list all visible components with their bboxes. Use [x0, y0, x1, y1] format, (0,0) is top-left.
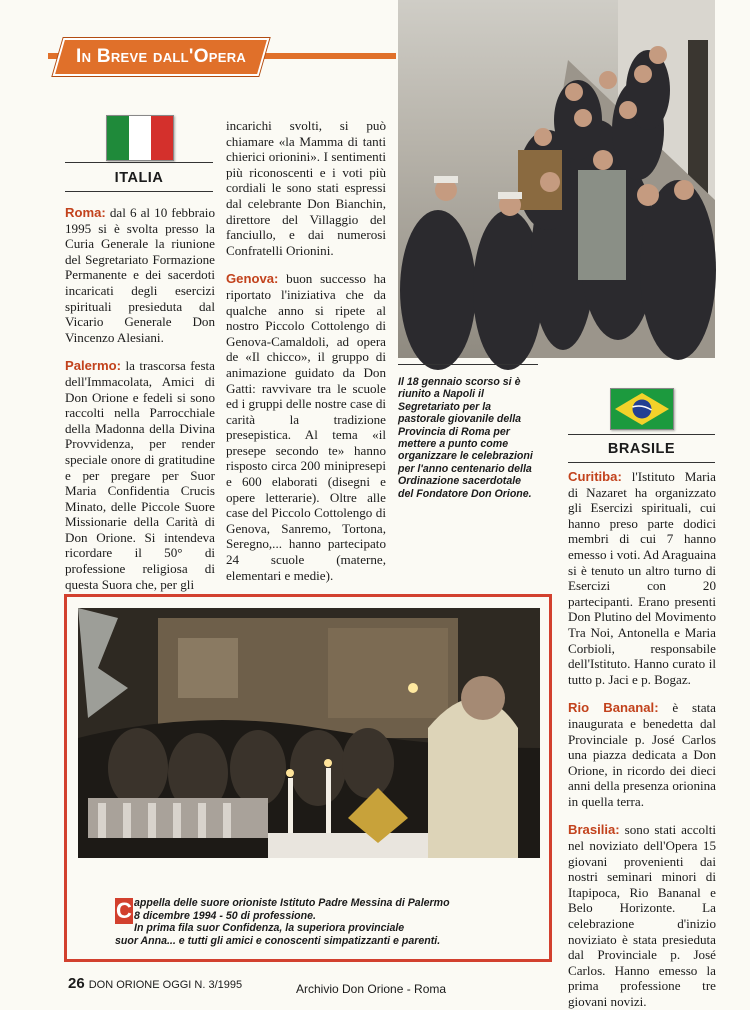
text-curitiba: l'Istituto Maria di Nazaret ha organizzato gli Esercizi spirituali, cui hanno preso parte dodici membri di cui 7 hanno emesso i voti. Ad Araguaina si è tenuto un altro turno di Esercizi con 20 partecipanti. Erano presenti Don Plutino del Movimento Tra Noi, Antonella e Maria Corbioli, responsabile dell'Istituto. Hanno curato il tutto p. Jaci e p. Bogaz. [568, 469, 717, 687]
caption-line-1: appella delle suore orioniste Istituto Padre Messina di Palermo [134, 897, 450, 909]
publication-name: DON ORIONE OGGI N. 3/1995 [88, 979, 243, 991]
news-palermo [65, 358, 215, 592]
archive-credit: Archivio Don Orione - Roma [296, 982, 447, 996]
section-banner [48, 38, 396, 74]
section-title: In Breve dall'Opera [76, 46, 247, 67]
lead-rio-bananal: Rio Bananal: [568, 700, 659, 716]
lead-roma: Roma: [65, 205, 106, 220]
brazil-flag-icon [610, 388, 674, 430]
column-1 [65, 205, 215, 592]
chapel-photo [78, 608, 540, 858]
text-roma: dal 6 al 10 febbraio 1995 si è svolta presso la Curia Generale la riunione del Segretariato Formazione Permanente e dei sacerdoti incaricati degli esercizi spirituali presieduta dal Vicario Generale Don Vincenzo Alesiani. [65, 205, 215, 345]
news-curitiba [568, 469, 716, 687]
page-number: 26 [68, 975, 85, 992]
text-genova: buon successo ha riportato l'iniziativa che da qualche anno si ripete al nostro Piccolo Cottolengo di Genova-Camaldoli, ad opera de «Il chicco», il gruppo di animazione guidato da Don Gatti: ravvivare tra le scuole ed i gruppi delle nostre case di carità la tradizione presepistica. Al tema «il presepe secondo te» hanno risposto circa 200 minipresepi e 600 elaborati (disegni e opere letterarie). Oltre alle case del Piccolo Cottolengo di Genova, Sanremo, Tortona, Seregno,... hanno partecipato 24 scuole (materne, elementari e medie). [226, 271, 386, 583]
page-footer [68, 975, 242, 992]
group-photo-illustration [398, 0, 715, 358]
caption-line-2: 8 dicembre 1994 - 50 di professione. [134, 909, 316, 922]
lead-genova: Genova: [226, 271, 279, 287]
group-photo-caption: Il 18 gennaio scorso si è riunito a Napoli il Segretariato per la pastorale giovanile della Provincia di Roma per mettere a punto come organizzare le celebrazioni per l'anno centenario della Ordinazione sacerdotale del Fondatore Don Orione. [398, 376, 533, 500]
divider [65, 191, 213, 192]
news-rio-bananal [568, 700, 716, 809]
lead-curitiba: Curitiba: [568, 469, 622, 484]
lead-palermo: Palermo: [65, 358, 122, 374]
lead-brasilia: Brasilia: [568, 822, 620, 838]
group-photo [398, 0, 715, 358]
country-italia: ITALIA [114, 170, 164, 186]
caption-line-3: In prima fila suor Confidenza, la superiora provinciale [134, 922, 405, 935]
column-2 [226, 118, 386, 588]
text-rio-bananal: è stata inaugurata e benedetta dal Provinciale p. José Carlos una piazza dedicata a Don Orione, in ricordo dei dieci anni della presenza orionina in quella terra. [568, 700, 716, 809]
news-palermo-cont [226, 118, 386, 258]
divider [65, 162, 213, 163]
news-roma [65, 205, 215, 345]
italy-flag-icon [106, 115, 174, 161]
divider [568, 462, 715, 463]
chapel-photo-caption [115, 897, 534, 947]
text-palermo-part1: la trascorsa festa dell'Immacolata, Amici di Don Orione e fedeli si sono raccolti nella Parrocchiale della Madonna della Divina Provvidenza, per render speciale onore di gratitudine e per pregare per Suor Maria Confidentia Crucis Minato, delle Piccole Suore Missionarie della Carità di Don Orione. Si intendeva ricordare il 50° di professione religiosa di questa Suora che, per gli [65, 358, 215, 592]
brazil-flag-svg [611, 389, 673, 429]
column-brazil [568, 469, 717, 1009]
news-brasilia [568, 822, 716, 1009]
caption-line-4: suor Anna... e tutti gli amici e conoscenti simpatizzanti e parenti. [115, 934, 441, 947]
chapel-photo-illustration [78, 608, 540, 858]
caption-drop-cap: C [116, 898, 132, 923]
text-brasilia: sono stati accolti nel noviziato dell'Opera 15 giovani provenienti dai nostri seminari minori di Itapipoca, Rio Bananal e Belo Horizonte. La celebrazione d'inizio noviziato è stata presieduta dal Provinciale p. José Carlos. Hanno emesso la prima professione tre giovani novizi. [568, 822, 717, 1009]
country-brasile: BRASILE [607, 441, 676, 457]
banner-box [53, 38, 270, 76]
news-genova [226, 271, 386, 583]
text-palermo-part2: incarichi svolti, si può chiamare «la Mamma di tanti chierici orionini». I sentimenti più riconoscenti e i voti più cordiali le sono stati espressi dal celebrante Don Bianchin, direttore del Villaggio del fanciullo, e dai numerosi Confratelli Orionini. [226, 118, 386, 258]
divider [398, 364, 538, 365]
divider [568, 434, 715, 435]
